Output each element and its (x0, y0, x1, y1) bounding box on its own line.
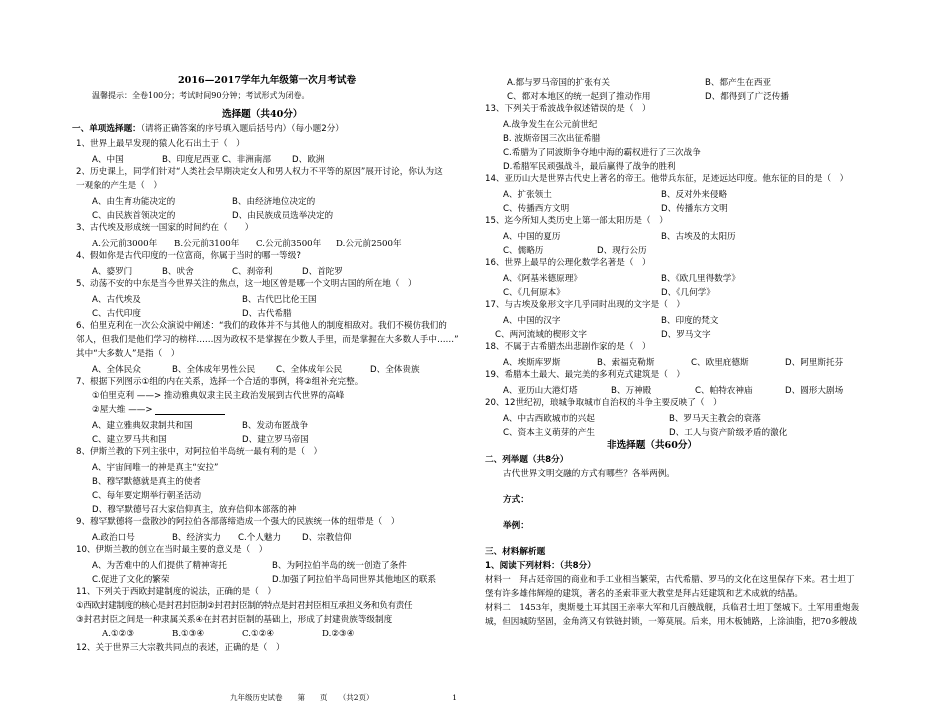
question-stem: 12、关于世界三大宗教共同点的表述，正确的是（ ） (76, 643, 285, 653)
option: C、《几何原本》 (503, 288, 565, 298)
footer-text: 九年级历史试卷 第 页 （共2页） 1 (230, 693, 458, 702)
option: B.公元前3100年 (174, 239, 240, 249)
option: B、印度的梵文 (661, 316, 719, 326)
option: C、资本主义萌芽的产生 (503, 428, 595, 438)
option: B、全体成年男性公民 (172, 365, 256, 375)
option: C.促进了文化的繁荣 (92, 575, 170, 585)
option: A、中国的汉字 (503, 316, 561, 326)
question-stem: 14、亚历山大是世界古代史上著名的帝王。他带兵东征，足迹远达印度。他东征的目的是（ ） (485, 174, 849, 184)
question-stem-cont: ③封君封臣之间是一种隶属关系④在封君封臣制的基础上，形成了封建贵族等级制度 (76, 615, 393, 625)
question-stem-cont: 邻人，但我们是他们学习的榜样……因为政权不是掌握在少数人手里，而是掌握在大多数人手中……” (76, 335, 459, 345)
option: A、中国的夏历 (503, 232, 561, 242)
option: A.公元前3000年 (92, 239, 158, 249)
question-stem: 1、世界上最早发现的猿人化石出土于（ ） (76, 139, 245, 149)
option: C、欧里庇德斯 (691, 358, 749, 368)
question-stem: 9、穆罕默德将一盘散沙的阿拉伯各部落缔造成一个强大的民族统一体的纽带是（ ） (76, 517, 400, 527)
option: D、欧洲 (292, 155, 325, 165)
option: C、帕特农神庙 (695, 386, 753, 396)
option: B、发动布匿战争 (242, 421, 309, 431)
material-2-line-1: 材料二 1453年，奥斯曼土耳其国王亲率大军和几百艘战舰，兵临君士坦丁堡城下。土军用重炮轰 (485, 603, 860, 613)
option: C、古代印度 (92, 309, 141, 319)
option: D、由民族成员选举决定的 (232, 211, 334, 221)
option: B、为阿拉伯半岛的统一创造了条件 (272, 561, 407, 571)
question-stem: 15、迄今所知人类历史上第一部太阳历是（ ） (485, 216, 668, 226)
option: D、《几何学》 (661, 288, 715, 298)
part3-heading: 三、材料解析题 (485, 547, 546, 557)
diagram-row-2 (92, 405, 225, 415)
option: D、罗马文字 (661, 330, 711, 340)
option: A、宇宙间唯一的神是真主“安拉” (92, 463, 219, 473)
option: C、刹帝利 (232, 267, 273, 277)
question-stem: 4、假如你是古代印度的一位富商，你属于当时的哪一等级? (76, 251, 301, 261)
option: B、穆罕默德就是真主的使者 (92, 477, 202, 487)
option: A、中古西欧城市的兴起 (503, 414, 595, 424)
option: A、中国 (92, 155, 124, 165)
option: A、为苦难中的人们提供了精神寄托 (92, 561, 227, 571)
question-stem: 20、12世纪初，琅城争取城市自治权的斗争主要反映了（ ） (485, 398, 722, 408)
option: C.公元前3500年 (256, 239, 322, 249)
option: D.公元前2500年 (336, 239, 402, 249)
section-heading-nonchoice: 非选择题（共60分） (607, 440, 698, 451)
option: A、扩张领土 (503, 190, 552, 200)
option: A.①②③ (102, 629, 135, 639)
question-stem: 7、根据下列图示①组的内在关系，选择一个合适的事例，将②组补充完整。 (76, 377, 364, 387)
option: C.希腊为了同波斯争夺地中海的霸权进行了三次战争 (503, 148, 701, 158)
question-stem-cont: 一观象的产生是（ ） (76, 181, 162, 191)
option: C、两河流域的楔形文字 (495, 330, 587, 340)
option: D、都得到了广泛传播 (705, 92, 789, 102)
option: D、穆罕默德号召大家信仰真主，放弃信仰本部落的神 (92, 505, 297, 515)
option: B.①③④ (172, 629, 205, 639)
option: D.加强了阿拉伯半岛同世界其他地区的联系 (272, 575, 437, 585)
option: B、经济实力 (172, 533, 221, 543)
option: D.希腊军民顽强战斗，最后赢得了战争的胜利 (503, 162, 676, 172)
question-stem: 11、下列关于西欧封建制度的说法，正确的是（ ） (76, 587, 276, 597)
question-stem: 3、古代埃及形成统一国家的时间约在（ ） (76, 223, 254, 233)
option: D、现行公历 (597, 246, 647, 256)
diagram-row-1: ①伯里克利 ——> 推动雅典奴隶主民主政治发展到古代世界的高峰 (92, 391, 345, 401)
option: C、每年要定期举行朝圣活动 (92, 491, 202, 501)
option: D、全体贵族 (370, 365, 420, 375)
section-heading-choice: 选择题（共40分） (222, 109, 303, 120)
exam-title: 2016—2017学年九年级第一次月考试卷 (178, 75, 357, 86)
option: D、建立罗马帝国 (242, 435, 309, 445)
option: D、宗教信仰 (302, 533, 352, 543)
option: D.②③④ (322, 629, 355, 639)
option: A、古代埃及 (92, 295, 141, 305)
option: C、由民族首领决定的 (92, 211, 176, 221)
answer-label-example: 举例： (503, 521, 529, 531)
option: B、由经济地位决定的 (232, 197, 316, 207)
option: A、由生育功能决定的 (92, 197, 176, 207)
option: A.都与罗马帝国的扩张有关 (507, 78, 610, 88)
question-stem: 8、伊斯兰教的下列主张中，对阿拉伯半岛统一最有利的是（ ） (76, 447, 323, 457)
question-stem: 19、希腊本土最大、最完美的多利克式建筑是（ ） (485, 370, 685, 380)
option: C、非洲南部 (222, 155, 271, 165)
option: A、《阿基米德原理》 (503, 274, 582, 284)
part1-heading: 一、单项选择题： (72, 124, 141, 134)
option: B、索福克勒斯 (597, 358, 655, 368)
option: B、印度尼西亚 (162, 155, 220, 165)
option: B、反对外来侵略 (661, 190, 728, 200)
question-stem-cont: 其中“大多数人”是指（ ） (76, 349, 180, 359)
option: A、埃斯库罗斯 (503, 358, 561, 368)
option: C、都对本地区的统一起到了推动作用 (507, 92, 651, 102)
question-stem: 13、下列关于希波战争叙述错误的是（ ） (485, 104, 651, 114)
option: B、古代巴比伦王国 (242, 295, 317, 305)
question-stem: 18、不属于古希腊杰出悲剧作家的是（ ） (485, 342, 651, 352)
material-2-line-2: 城，但因城防坚固，金角湾又有铁链封锁，一筹莫展。后来，用木板铺路，上涂油脂，把70多艘战 (485, 617, 857, 627)
option: A、婆罗门 (92, 267, 133, 277)
option: C.①②④ (242, 629, 275, 639)
part2-question: 古代世界文明交融的方式有哪些？各举两例。 (503, 469, 675, 479)
option: A.政治口号 (92, 533, 135, 543)
option: D、传播东方文明 (661, 204, 728, 214)
option: B、都产生在西亚 (705, 78, 772, 88)
option: C、传播西方文明 (503, 204, 570, 214)
option: B、《欧几里得数学》 (661, 274, 740, 284)
part1-heading-line (72, 124, 344, 134)
option: C、儒略历 (503, 246, 544, 256)
option: D、圆形大剧场 (785, 386, 844, 396)
question-stem: 10、伊斯兰教的创立在当时最主要的意义是（ ） (76, 545, 268, 555)
option: A、亚历山大港灯塔 (503, 386, 578, 396)
option: D、阿里斯托芬 (785, 358, 844, 368)
exam-tip: 温馨提示：全卷100分；考试时间90分钟；考试形式为闭卷。 (92, 91, 310, 100)
option: B、万神殿 (611, 386, 652, 396)
question-stem: 2、历史课上，同学们针对“人类社会早期决定女人和男人权力不平等的原因”展开讨论，你认为这 (76, 167, 443, 177)
option: B、古埃及的太阳历 (661, 232, 736, 242)
question-stem: 6、伯里克利在一次公众演说中阐述：“我们的政体并不与其他人的制度相敌对。我们不模仿我们的 (76, 321, 447, 331)
option: B、吠舍 (162, 267, 194, 277)
option: B. 波斯帝国三次出征希腊 (503, 134, 601, 144)
option: A.战争发生在公元前世纪 (503, 120, 598, 130)
part1-note: （请将正确答案的序号填入题后括号内）（每小题2分） (140, 124, 344, 134)
diagram-row-2-text: ②屋大维 ——> (92, 405, 153, 415)
option: A、全体民众 (92, 365, 141, 375)
option: D、工人与资产阶级矛盾的激化 (669, 428, 788, 438)
part2-heading: 二、列举题（共8分） (485, 455, 569, 465)
option: A、建立雅典奴隶制共和国 (92, 421, 193, 431)
option: D、首陀罗 (302, 267, 343, 277)
question-stem-cont: ①西欧封建制度的核心是封君封臣制②封君封臣制的特点是封君封臣相互承担义务和负有责任 (76, 601, 413, 611)
option: D、古代希腊 (242, 309, 292, 319)
part3-subheading: 1、阅读下列材料：（共8分） (485, 561, 596, 571)
answer-blank (155, 406, 225, 415)
option: C、建立罗马共和国 (92, 435, 167, 445)
option: C.个人魅力 (238, 533, 282, 543)
material-1-line-1: 材料一 拜占廷帝国的商业和手工业相当繁荣，古代希腊、罗马的文化在这里保存下来。君士坦丁 (485, 575, 855, 585)
option: C、全体成年公民 (276, 365, 343, 375)
question-stem: 17、与古埃及象形文字几乎同时出现的文字是（ ） (485, 300, 685, 310)
answer-label-way: 方式： (503, 495, 529, 505)
material-1-line-2: 堡有许多雄伟辉煌的建筑，著名的圣索菲亚大教堂是拜占廷建筑和艺术成就的结晶。 (485, 589, 803, 599)
question-stem: 16、世界上最早的公理化数学名著是（ ） (485, 258, 651, 268)
option: B、罗马天主教会的衰落 (669, 414, 761, 424)
question-stem: 5、动荡不安的中东是当今世界关注的焦点，这一地区曾是哪一个文明古国的所在地（ ） (76, 279, 417, 289)
